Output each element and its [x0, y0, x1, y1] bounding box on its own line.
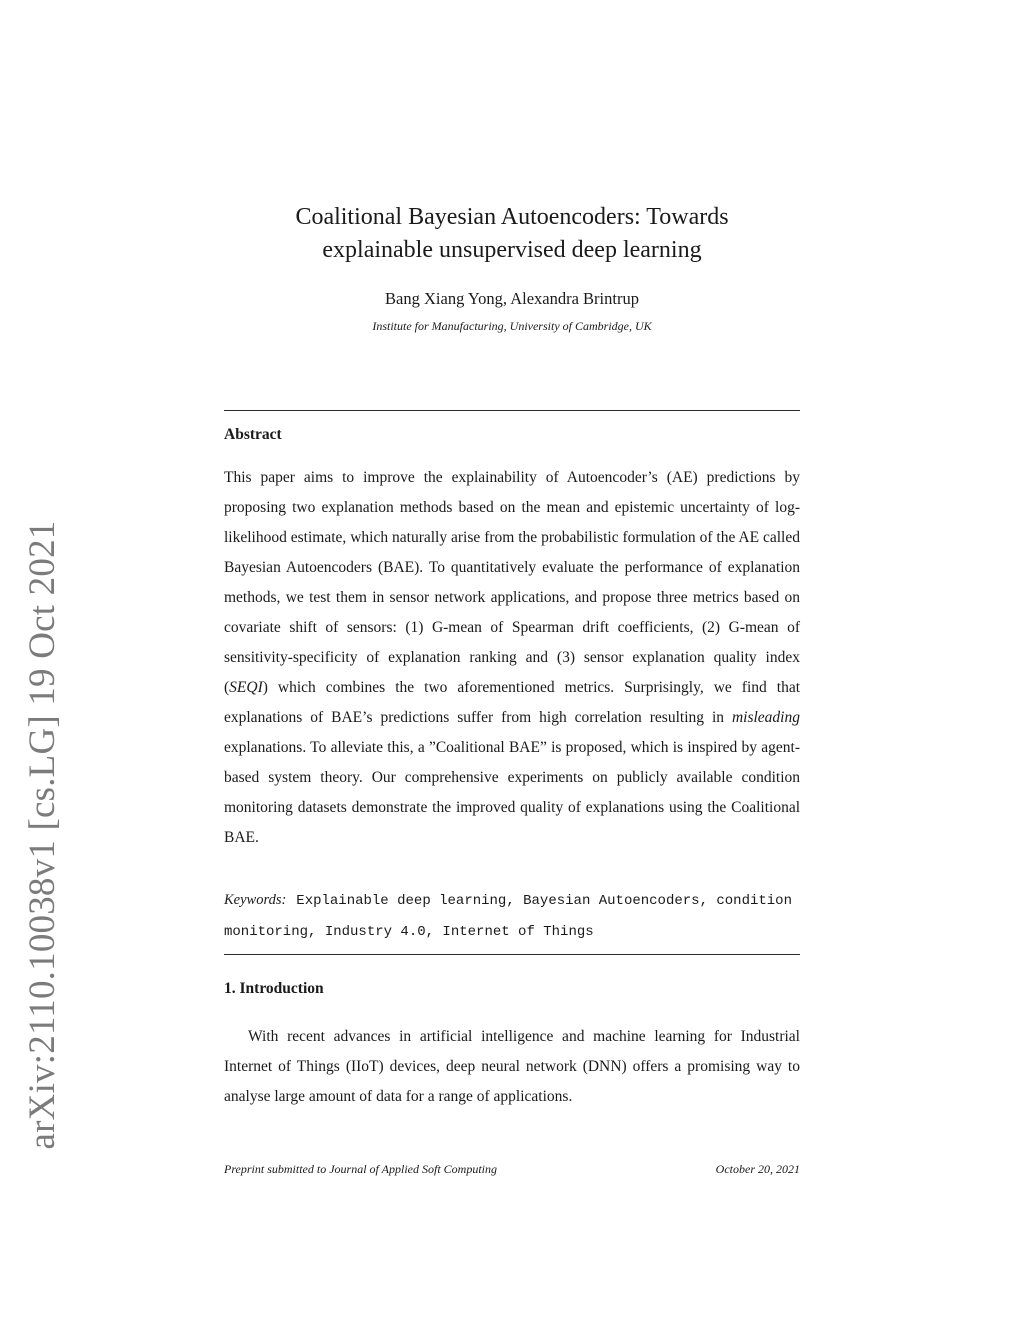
- author-affiliation: Institute for Manufacturing, University of Cambridge, UK: [372, 319, 652, 333]
- keywords-label: Keywords:: [224, 892, 287, 908]
- arxiv-identifier-stamp: arXiv:2110.10038v1 [cs.LG] 19 Oct 2021: [21, 520, 63, 1150]
- abstract-text-part-2: ) which combines the two aforementioned metrics. Surprisingly, we find that explanations of BAE’s predictions suffer from high correlation resulting in: [224, 679, 800, 726]
- keywords-list: Explainable deep learning, Bayesian Autoencoders, condition monitoring, Industry 4.0, Internet of Things: [224, 893, 792, 940]
- footer-preprint-note: Preprint submitted to Journal of Applied Soft Computing: [224, 1162, 497, 1176]
- abstract-text-part-3: explanations. To alleviate this, a ”Coalitional BAE” is proposed, which is inspired by agent-based system theory. Our comprehensive experiments on publicly available condition monitoring datasets demonstrate the improved quality of explanations using the Coalitional BAE.: [224, 739, 800, 846]
- abstract-bottom-rule: [224, 954, 800, 955]
- seqi-symbol: SEQI: [229, 679, 263, 696]
- introduction-paragraph: With recent advances in artificial intelligence and machine learning for Industrial Internet of Things (IIoT) devices, deep neural network (DNN) offers a promising way to analyse large amount of data for a range of applications.: [224, 1028, 800, 1105]
- paper-authors: Bang Xiang Yong, Alexandra Brintrup: [385, 289, 639, 308]
- paper-title-line-1: Coalitional Bayesian Autoencoders: Towards: [295, 204, 729, 230]
- paper-title-line-2: explainable unsupervised deep learning: [322, 237, 702, 263]
- paper-title: [212, 201, 812, 267]
- abstract-text-part-1: This paper aims to improve the explainability of Autoencoder’s (AE) predictions by proposing two explanation methods based on the mean and epistemic uncertainty of log-likelihood estimate, which naturally arise from the probabilistic formulation of the AE called Bayesian Autoencoders (BAE). To quantitatively evaluate the performance of explanation methods, we test them in sensor network applications, and propose three metrics based on covariate shift of sensors: (1) G-mean of Spearman drift coefficients, (2) G-mean of sensitivity-specificity of explanation ranking and (3) sensor explanation quality index (: [224, 469, 800, 696]
- abstract-top-rule: [224, 410, 800, 411]
- keywords-block: [224, 885, 800, 947]
- section-heading-introduction: 1. Introduction: [224, 980, 324, 997]
- abstract-heading: Abstract: [224, 426, 282, 443]
- footer-date: October 20, 2021: [715, 1162, 800, 1176]
- misleading-emphasis: misleading: [731, 709, 800, 726]
- abstract-text: [224, 463, 800, 853]
